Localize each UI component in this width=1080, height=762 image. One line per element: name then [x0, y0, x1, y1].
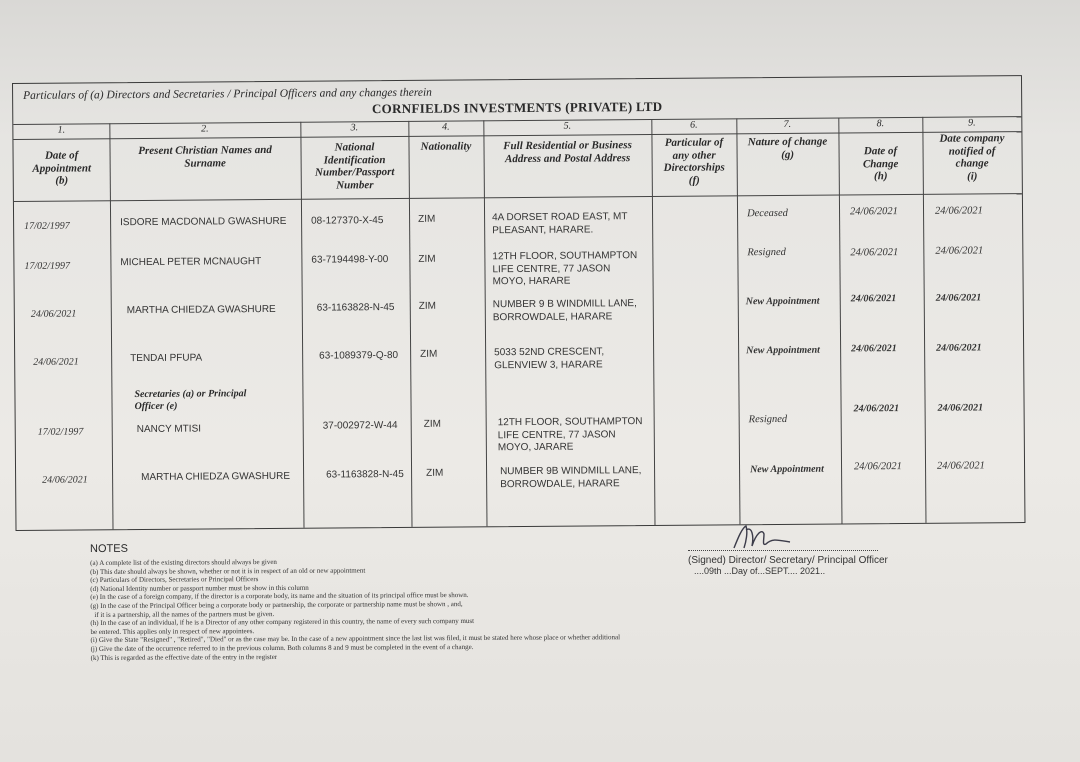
address: NUMBER 9B WINDMILL LANE, BORROWDALE, HARARE: [500, 465, 642, 490]
date-of-change: 24/06/2021: [853, 461, 902, 473]
address: 4A DORSET ROAD EAST, MT PLEASANT, HARARE.: [492, 211, 628, 236]
date-of-change: 24/06/2021: [851, 343, 897, 355]
note-line: (j) Give the date of the occurrence referred to in the previous column. Both columns 8 and 9 must be completed in the event of a change.: [90, 642, 474, 653]
date-notified: 24/06/2021: [937, 402, 984, 414]
national-id: 37-002972-W-44: [322, 419, 398, 432]
notes-title: NOTES: [90, 542, 128, 555]
nationality: ZIM: [418, 253, 436, 265]
nationality: ZIM: [423, 418, 441, 430]
form-caption: Particulars of (a) Directors and Secretaries / Principal Officers and any changes therein: [23, 86, 432, 102]
note-line: (b) This date should always be shown, whether or not it is in respect of an old or new appointment: [90, 566, 366, 576]
col-number: 2.: [201, 123, 209, 135]
header-names: Present Christian Names and Surname: [138, 143, 272, 170]
national-id: 63-1163828-N-45: [316, 302, 395, 314]
person-name: MARTHA CHIEDZA GWASHURE: [141, 470, 291, 483]
nationality: ZIM: [420, 348, 438, 360]
national-id: 63-7194498-Y-00: [311, 254, 389, 266]
note-line: (c) Particulars of Directors, Secretaries or Principal Officers: [90, 575, 259, 585]
nature-of-change: Deceased: [747, 207, 788, 220]
col-number: 4.: [442, 121, 450, 133]
secretaries-heading: Secretaries (a) or Principal Officer (e): [134, 388, 247, 413]
note-line: (i) Give the State "Resigned" , "Retired", "Died" or as the case may be. In the case of a new appointment since the last list was filed, it must be stated here whose place or whether additional: [90, 633, 621, 645]
appointment-date: 17/02/1997: [24, 260, 71, 272]
header-nationality: Nationality: [420, 140, 472, 153]
note-line: (d) National Identity number or passport number must be show in this column: [90, 583, 309, 593]
person-name: MICHEAL PETER MCNAUGHT: [120, 256, 262, 269]
address: NUMBER 9 B WINDMILL LANE, BORROWDALE, HARARE: [492, 298, 637, 323]
appointment-date: 24/06/2021: [33, 356, 79, 368]
nature-of-change: Resigned: [748, 413, 788, 426]
col-number: 8.: [876, 118, 885, 130]
header-national-id: National Identification Number/Passport Number: [314, 141, 395, 191]
appointment-date: 17/02/1997: [37, 426, 84, 438]
col-number: 3.: [350, 122, 359, 134]
date-notified: 24/06/2021: [936, 342, 982, 354]
note-line: (e) In the case of a foreign company, if the director is a corporate body, its name and the situation of its principal office must be shown.: [90, 591, 469, 602]
date-notified: 24/06/2021: [935, 245, 984, 257]
address: 5033 52ND CRESCENT, GLENVIEW 3, HARARE: [494, 346, 605, 371]
note-line: (g) In the case of the Principal Officer being a corporate body or partnership, the corporate or partnership name must be shown , and,: [90, 600, 463, 610]
note-line: be entered. This applies only in respect of new appointees.: [90, 626, 255, 636]
national-id: 63-1163828-N-45: [326, 468, 404, 481]
header-other-directorships: Particular of any other Directorships (f): [663, 136, 725, 187]
date-notified: 24/06/2021: [936, 460, 985, 472]
note-line: if it is a partnership, all the names of the partners must be given.: [94, 609, 275, 619]
date-of-change: 24/06/2021: [850, 247, 899, 259]
header-date-notified: Date company notified of change (i): [939, 132, 1005, 183]
header-address: Full Residential or Business Address and Postal Address: [503, 139, 632, 165]
nature-of-change: New Appointment: [745, 295, 820, 308]
address: 12TH FLOOR, SOUTHAMPTON LIFE CENTRE, 77 JASON MOYO, JARARE: [497, 416, 643, 454]
appointment-date: 24/06/2021: [30, 308, 77, 320]
nationality: ZIM: [426, 467, 444, 479]
address: 12TH FLOOR, SOUTHAMPTON LIFE CENTRE, 77 JASON MOYO, HARARE: [492, 250, 638, 288]
date-notified: 24/06/2021: [935, 292, 982, 304]
appointment-date: 17/02/1997: [24, 220, 70, 232]
note-line: (k) This is regarded as the effective date of the entry in the register: [90, 652, 278, 662]
col-number: 6.: [690, 119, 698, 131]
header-date-of-appointment: Date of Appointment (b): [32, 149, 92, 187]
person-name: TENDAI PFUPA: [130, 352, 203, 365]
note-line: (h) In the case of an individual, if he is a Director of any other company registered in this country, the name of every such company must: [90, 617, 475, 628]
national-id: 63-1089379-Q-80: [319, 349, 399, 362]
notes-section: [90, 539, 811, 662]
header-nature-of-change: Nature of change (g): [747, 135, 828, 161]
person-name: ISDORE MACDONALD GWASHURE: [120, 215, 287, 229]
date-notified: 24/06/2021: [934, 205, 983, 217]
directors-register-form: [12, 75, 1025, 531]
nationality: ZIM: [418, 213, 436, 225]
col-number: 5.: [563, 120, 572, 132]
signature-date: ....09th ...Day of...SEPT.... 2021..: [694, 566, 826, 576]
national-id: 08-127370-X-45: [311, 215, 384, 227]
col-number: 7.: [783, 118, 792, 130]
nature-of-change: New Appointment: [750, 463, 824, 476]
col-number: 9.: [968, 117, 976, 129]
signature-caption: (Signed) Director/ Secretary/ Principal Officer: [688, 555, 888, 566]
nationality: ZIM: [418, 300, 437, 312]
date-of-change: 24/06/2021: [850, 293, 897, 305]
date-of-change: 24/06/2021: [853, 403, 900, 415]
appointment-date: 24/06/2021: [42, 474, 88, 486]
person-name: NANCY MTISI: [136, 423, 202, 436]
person-name: MARTHA CHIEDZA GWASHURE: [126, 303, 276, 317]
company-name: CORNFIELDS INVESTMENTS (PRIVATE) LTD: [371, 98, 663, 117]
nature-of-change: Resigned: [747, 246, 786, 259]
col-number: 1.: [57, 124, 66, 136]
header-date-of-change: Date of Change (h): [862, 145, 899, 183]
nature-of-change: New Appointment: [746, 344, 820, 357]
note-line: (a) A complete list of the existing directors should always be given: [90, 558, 277, 567]
date-of-change: 24/06/2021: [849, 206, 898, 218]
